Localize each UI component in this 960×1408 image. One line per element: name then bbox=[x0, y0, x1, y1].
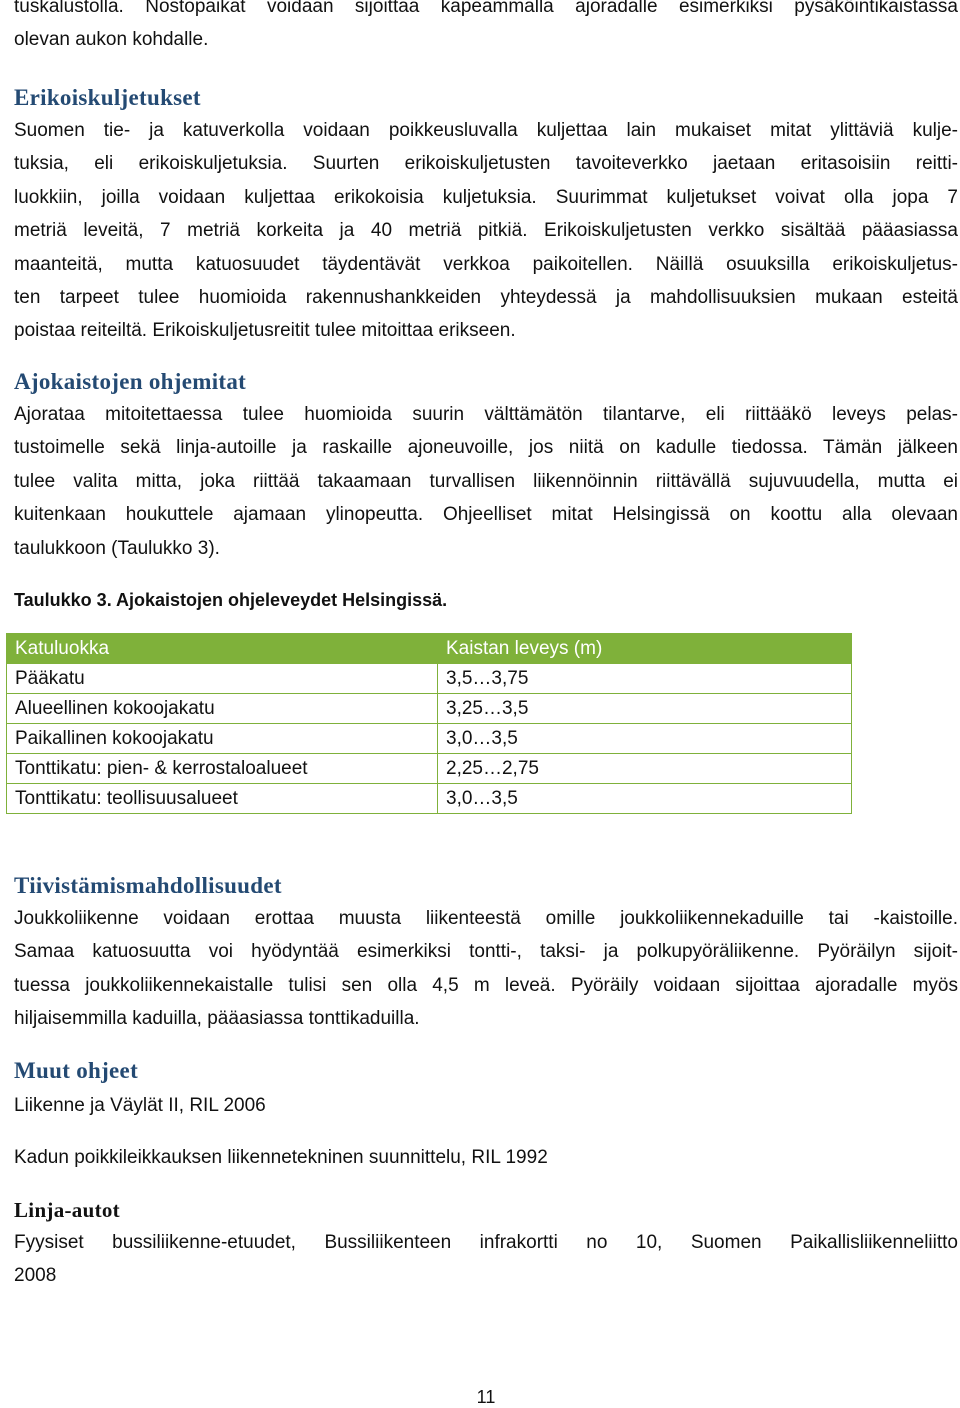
table-row bbox=[7, 784, 852, 814]
text-line: maanteitä, mutta katuosuudet täydentävät verkkoa paikoitellen. Näillä osuuksilla erikoiskuljetus- bbox=[14, 253, 958, 275]
table-cell: 3,25…3,5 bbox=[438, 694, 852, 724]
lane-width-table bbox=[6, 633, 852, 814]
heading-muut-ohjeet: Muut ohjeet bbox=[14, 1058, 139, 1083]
text-line: Samaa katuosuutta voi hyödyntää esimerkiksi tontti-, taksi- ja polkupyöräliikenne. Pyöräilyn sijoit- bbox=[14, 941, 958, 963]
heading-erikoiskuljetukset: Erikoiskuljetukset bbox=[14, 85, 201, 110]
column-header: Kaistan leveys (m) bbox=[438, 634, 852, 664]
text-line: hiljaisemmilla kaduilla, pääasiassa tonttikaduilla. bbox=[14, 1008, 420, 1030]
table-cell: Alueellinen kokoojakatu bbox=[7, 694, 438, 724]
heading-linja-autot: Linja-autot bbox=[14, 1198, 120, 1222]
text-line: Kadun poikkileikkauksen liikennetekninen suunnittelu, RIL 1992 bbox=[14, 1147, 548, 1168]
table-cell: Tonttikatu: pien- & kerrostaloalueet bbox=[7, 754, 438, 784]
heading-tiivistamismahdollisuudet: Tiivistämismahdollisuudet bbox=[14, 873, 282, 898]
text-line: 2008 bbox=[14, 1265, 57, 1287]
table-cell: Paikallinen kokoojakatu bbox=[7, 724, 438, 754]
text-line: Fyysiset bussiliikenne-etuudet, Bussiliikenteen infrakortti no 10, Suomen Paikallisliikenneliitto bbox=[14, 1232, 958, 1253]
ajokaista-paragraph bbox=[14, 398, 958, 565]
text-line: Ajorataa mitoitettaessa tulee huomioida suurin välttämätön tilantarve, eli riittääkö leveys pelas- bbox=[14, 404, 958, 425]
table-cell: 2,25…2,75 bbox=[438, 754, 852, 784]
table-row bbox=[7, 724, 852, 754]
intro-paragraph bbox=[14, 0, 958, 57]
table-row bbox=[7, 694, 852, 724]
text-line: tulee valita mitta, joka riittää takaamaan turvallisen liikennöinnin riittävällä sujuvuudella, mutta ei bbox=[14, 470, 958, 492]
linja-paragraph bbox=[14, 1226, 958, 1293]
erikois-paragraph bbox=[14, 114, 958, 348]
text-line: Suomen tie- ja katuverkolla voidaan poikkeusluvalla kuljettaa lain mukaiset mitat ylittäviä kulje- bbox=[14, 120, 958, 141]
table-cell: 3,0…3,5 bbox=[438, 784, 852, 814]
reference-2 bbox=[14, 1141, 958, 1174]
text-line: Liikenne ja Väylät II, RIL 2006 bbox=[14, 1095, 266, 1116]
text-line: tustoimelle sekä linja-autoille ja raskaille ajoneuvoille, jos niitä on kadulle tiedossa. Tämän jälkeen bbox=[14, 437, 958, 459]
text-line: kuitenkaan houkuttele ajamaan ylinopeutta. Ohjeelliset mitat Helsingissä on koottu alla olevaan bbox=[14, 504, 958, 526]
text-line: metriä leveitä, 7 metriä korkeita ja 40 metriä pitkiä. Erikoiskuljetusten verkko sisältää pääasiassa bbox=[14, 220, 958, 242]
table-cell: Pääkatu bbox=[7, 664, 438, 694]
text-line: Joukkoliikenne voidaan erottaa muusta liikenteestä omille joukkoliikennekaduille tai -kaistoille. bbox=[14, 908, 958, 929]
table-cell: Tonttikatu: teollisuusalueet bbox=[7, 784, 438, 814]
page-number: 11 bbox=[476, 1387, 496, 1407]
tiivistamis-paragraph bbox=[14, 902, 958, 1036]
text-line: olevan aukon kohdalle. bbox=[14, 29, 209, 51]
heading-ajokaistojen-ohjemitat: Ajokaistojen ohjemitat bbox=[14, 369, 247, 394]
text-line: poistaa reiteiltä. Erikoiskuljetusreitit tulee mitoittaa erikseen. bbox=[14, 320, 516, 342]
text-line: tuessa joukkoliikennekaistalle tulisi sen olla 4,5 m leveä. Pyöräily voidaan sijoittaa ajoradalle myös bbox=[14, 974, 958, 996]
table-caption: Taulukko 3. Ajokaistojen ohjeleveydet Helsingissä. bbox=[14, 590, 448, 610]
reference-1 bbox=[14, 1089, 958, 1122]
column-header: Katuluokka bbox=[7, 634, 438, 664]
table-cell: 3,5…3,75 bbox=[438, 664, 852, 694]
text-line: ten tarpeet tulee huomioida rakennushankkeiden yhteydessä ja mahdollisuuksien mukaan esteitä bbox=[14, 287, 958, 309]
text-line: taulukkoon (Taulukko 3). bbox=[14, 537, 220, 559]
text-line: luokkiin, joilla voidaan kuljettaa erikokoisia kuljetuksia. Suurimmat kuljetukset voivat olla jopa 7 bbox=[14, 186, 958, 208]
table-header-row bbox=[7, 634, 852, 664]
text-line: tuksia, eli erikoiskuljetuksia. Suurten erikoiskuljetusten tavoiteverkko jaetaan eritasoisiin reitti- bbox=[14, 153, 958, 175]
table-row bbox=[7, 664, 852, 694]
text-line: tuskalustolla. Nostopaikat voidaan sijoittaa kapeammalla ajoradalle esimerkiksi pysäköintikaistassa bbox=[14, 0, 958, 17]
table-cell: 3,0…3,5 bbox=[438, 724, 852, 754]
table-row bbox=[7, 754, 852, 784]
